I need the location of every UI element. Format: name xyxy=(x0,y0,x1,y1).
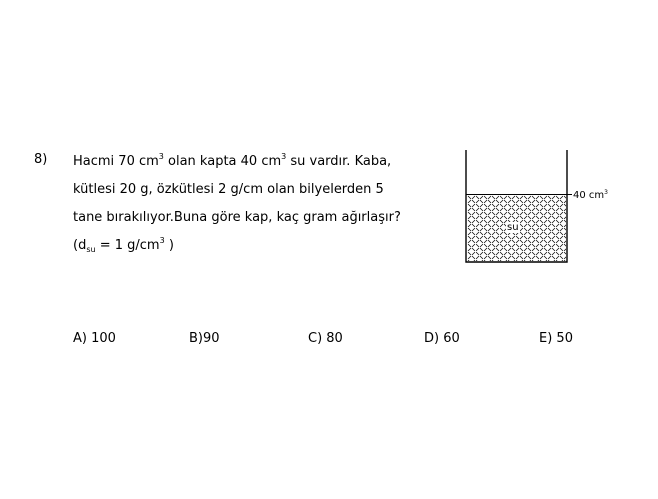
line4-close: ) xyxy=(164,238,174,253)
line1-part-b: olan kapta 40 cm xyxy=(163,154,282,169)
line1-part-c: su vardır. Kaba, xyxy=(286,154,392,169)
volume-label-superscript: 3 xyxy=(604,189,608,196)
line4-open: (d xyxy=(73,238,87,253)
choice-a[interactable]: A) 100 xyxy=(73,331,116,346)
line4-superscript: 3 xyxy=(159,236,165,245)
choice-b[interactable]: B)90 xyxy=(189,331,220,346)
question-number: 8) xyxy=(34,152,48,167)
question-line-2: kütlesi 20 g, özkütlesi 2 g/cm olan bilyelerden 5 xyxy=(73,182,384,197)
line1-superscript-2: 3 xyxy=(281,152,287,161)
line1-part-a: Hacmi 70 cm xyxy=(73,154,159,169)
volume-label xyxy=(573,190,608,201)
volume-label-text: 40 cm xyxy=(573,190,605,201)
question-line-1 xyxy=(73,148,443,176)
question-text xyxy=(73,148,443,260)
choice-e[interactable]: E) 50 xyxy=(539,331,573,346)
question-line-4 xyxy=(73,232,443,260)
line4-subscript: su xyxy=(86,245,96,254)
water-label: su xyxy=(507,222,519,233)
line4-mid: = 1 g/cm xyxy=(95,238,160,253)
line1-superscript-1: 3 xyxy=(158,152,164,161)
question-line-3: tane bırakılıyor.Buna göre kap, kaç gram ağırlaşır? xyxy=(73,210,401,225)
choice-c[interactable]: C) 80 xyxy=(308,331,343,346)
container-figure xyxy=(460,148,630,268)
choice-d[interactable]: D) 60 xyxy=(424,331,460,346)
